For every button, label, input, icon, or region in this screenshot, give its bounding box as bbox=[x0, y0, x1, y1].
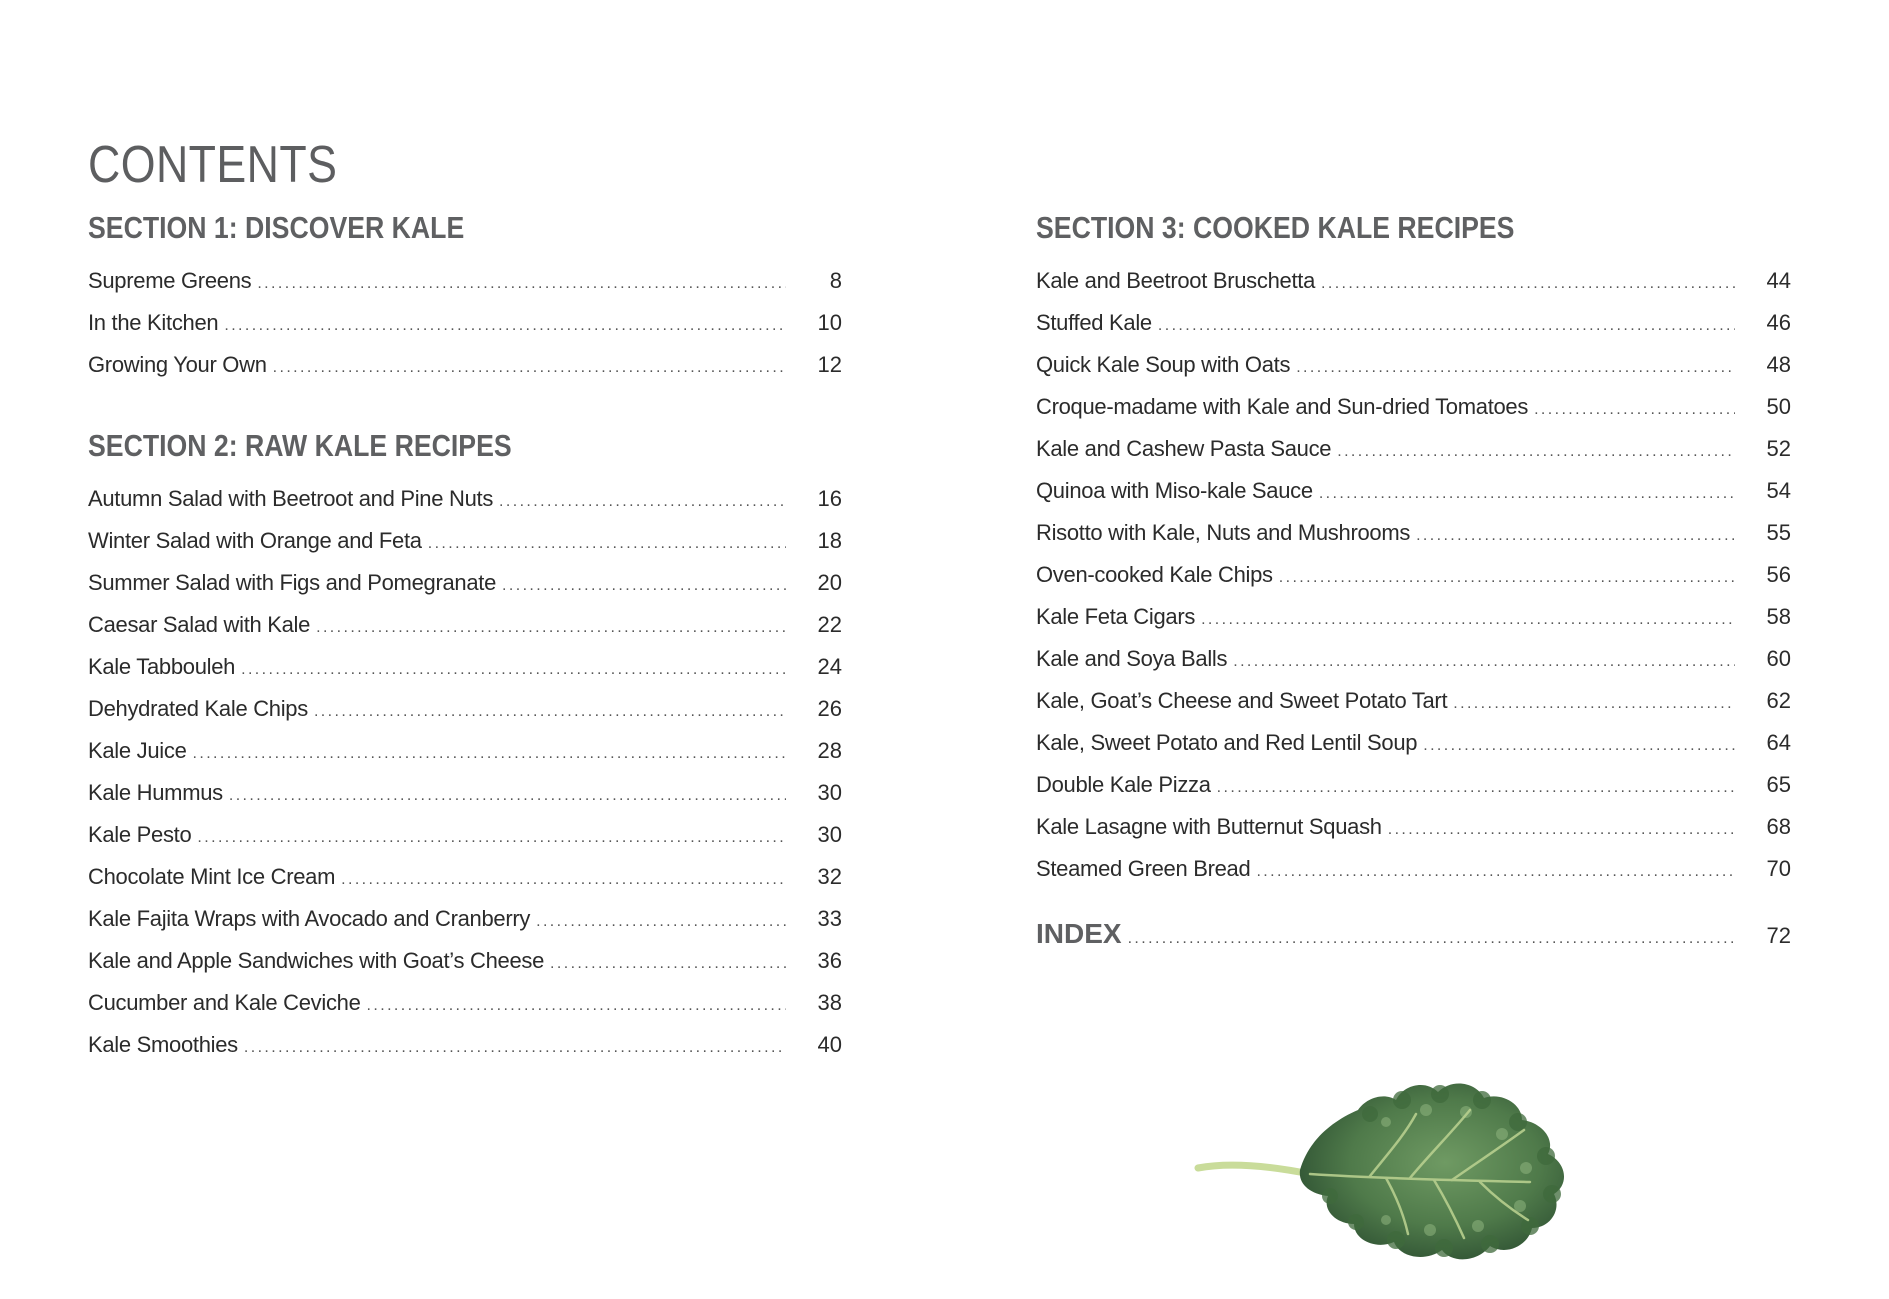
toc-entry-page-number: 55 bbox=[1766, 520, 1791, 545]
toc-entry-title: Autumn Salad with Beetroot and Pine Nuts bbox=[88, 486, 494, 511]
toc-entry-title: Kale Smoothies bbox=[88, 1032, 238, 1057]
toc-entry[interactable] bbox=[88, 856, 842, 898]
dot-leader bbox=[1423, 725, 1735, 767]
dot-leader bbox=[193, 733, 786, 775]
toc-entry-title: Kale, Sweet Potato and Red Lentil Soup bbox=[1036, 730, 1418, 755]
toc-entry[interactable] bbox=[1036, 638, 1791, 680]
toc-entry-page-number: 54 bbox=[1766, 478, 1791, 503]
toc-entry-page-number: 50 bbox=[1766, 394, 1791, 419]
toc-entry[interactable] bbox=[1036, 386, 1791, 428]
toc-entry-title: Kale and Cashew Pasta Sauce bbox=[1036, 436, 1332, 461]
dot-leader bbox=[1201, 599, 1735, 641]
index-entry[interactable] bbox=[1036, 912, 1791, 956]
left-column bbox=[88, 206, 842, 1066]
toc-entry[interactable] bbox=[88, 982, 842, 1024]
section-3-list bbox=[1036, 260, 1791, 890]
toc-entry[interactable] bbox=[88, 898, 842, 940]
toc-entry[interactable] bbox=[1036, 470, 1791, 512]
toc-entry-title: Kale and Apple Sandwiches with Goat’s Cheese bbox=[88, 948, 545, 973]
section-2-heading: SECTION 2: RAW KALE RECIPES bbox=[88, 428, 512, 463]
dot-leader bbox=[499, 481, 786, 523]
toc-entry-page-number: 36 bbox=[817, 948, 842, 973]
toc-entry[interactable] bbox=[88, 562, 842, 604]
toc-entry-page-number: 62 bbox=[1766, 688, 1791, 713]
toc-entry-page-number: 32 bbox=[817, 864, 842, 889]
toc-entry-title: Quick Kale Soup with Oats bbox=[1036, 352, 1291, 377]
toc-entry-title: Cucumber and Kale Ceviche bbox=[88, 990, 361, 1015]
toc-entry[interactable] bbox=[1036, 512, 1791, 554]
dot-leader bbox=[197, 817, 786, 859]
dot-leader bbox=[1158, 305, 1735, 347]
dot-leader bbox=[1128, 917, 1735, 961]
toc-entry[interactable] bbox=[88, 260, 842, 302]
dot-leader bbox=[550, 943, 786, 985]
dot-leader bbox=[367, 985, 786, 1027]
toc-entry-page-number: 70 bbox=[1766, 856, 1791, 881]
toc-entry-page-number: 52 bbox=[1766, 436, 1791, 461]
toc-entry-title: Chocolate Mint Ice Cream bbox=[88, 864, 336, 889]
dot-leader bbox=[1256, 851, 1735, 893]
toc-entry-page-number: 10 bbox=[817, 310, 842, 335]
dot-leader bbox=[224, 305, 786, 347]
toc-entry[interactable] bbox=[1036, 344, 1791, 386]
section-1-list bbox=[88, 260, 842, 386]
toc-entry-page-number: 22 bbox=[817, 612, 842, 637]
toc-entry-page-number: 28 bbox=[817, 738, 842, 763]
kale-leaf-icon bbox=[1190, 1070, 1630, 1270]
toc-entry-page-number: 44 bbox=[1766, 268, 1791, 293]
toc-entry-title: Dehydrated Kale Chips bbox=[88, 696, 308, 721]
toc-entry-title: Supreme Greens bbox=[88, 268, 252, 293]
dot-leader bbox=[428, 523, 786, 565]
toc-entry[interactable] bbox=[88, 688, 842, 730]
toc-entry-title: Kale Tabbouleh bbox=[88, 654, 236, 679]
toc-entry[interactable] bbox=[88, 478, 842, 520]
toc-entry[interactable] bbox=[1036, 428, 1791, 470]
dot-leader bbox=[1217, 767, 1735, 809]
dot-leader bbox=[257, 263, 786, 305]
toc-entry-title: Double Kale Pizza bbox=[1036, 772, 1211, 797]
toc-entry-title: Kale Hummus bbox=[88, 780, 223, 805]
toc-entry-page-number: 38 bbox=[817, 990, 842, 1015]
toc-entry-title: Kale, Goat’s Cheese and Sweet Potato Tart bbox=[1036, 688, 1448, 713]
dot-leader bbox=[1321, 263, 1735, 305]
toc-entry-title: Stuffed Kale bbox=[1036, 310, 1152, 335]
toc-entry[interactable] bbox=[88, 1024, 842, 1066]
toc-entry[interactable] bbox=[1036, 680, 1791, 722]
page-title: CONTENTS bbox=[88, 135, 338, 194]
toc-entry-page-number: 24 bbox=[817, 654, 842, 679]
toc-entry-title: Kale Lasagne with Butternut Squash bbox=[1036, 814, 1382, 839]
section-2-list bbox=[88, 478, 842, 1066]
toc-entry[interactable] bbox=[88, 604, 842, 646]
dot-leader bbox=[1416, 515, 1735, 557]
toc-entry-page-number: 56 bbox=[1766, 562, 1791, 587]
toc-entry[interactable] bbox=[1036, 764, 1791, 806]
toc-entry-page-number: 16 bbox=[817, 486, 842, 511]
toc-entry-title: Kale Feta Cigars bbox=[1036, 604, 1196, 629]
toc-entry[interactable] bbox=[88, 302, 842, 344]
toc-entry-page-number: 46 bbox=[1766, 310, 1791, 335]
toc-entry-title: Kale Juice bbox=[88, 738, 187, 763]
dot-leader bbox=[1534, 389, 1735, 431]
dot-leader bbox=[1233, 641, 1735, 683]
toc-entry-page-number: 60 bbox=[1766, 646, 1791, 671]
dot-leader bbox=[1388, 809, 1735, 851]
toc-entry-page-number: 48 bbox=[1766, 352, 1791, 377]
index-label: INDEX bbox=[1036, 918, 1122, 949]
dot-leader bbox=[1453, 683, 1735, 725]
toc-entry[interactable] bbox=[88, 344, 842, 386]
toc-entry-page-number: 68 bbox=[1766, 814, 1791, 839]
dot-leader bbox=[341, 859, 786, 901]
dot-leader bbox=[273, 347, 786, 389]
toc-entry-title: Quinoa with Miso-kale Sauce bbox=[1036, 478, 1313, 503]
toc-entry-title: Kale and Soya Balls bbox=[1036, 646, 1228, 671]
dot-leader bbox=[316, 607, 786, 649]
toc-entry-page-number: 33 bbox=[817, 906, 842, 931]
toc-entry[interactable] bbox=[1036, 848, 1791, 890]
dot-leader bbox=[241, 649, 786, 691]
toc-entry[interactable] bbox=[88, 814, 842, 856]
toc-entry[interactable] bbox=[1036, 722, 1791, 764]
toc-entry-page-number: 64 bbox=[1766, 730, 1791, 755]
dot-leader bbox=[502, 565, 786, 607]
toc-entry-title: Croque-madame with Kale and Sun-dried Tomatoes bbox=[1036, 394, 1529, 419]
toc-entry-page-number: 30 bbox=[817, 780, 842, 805]
toc-entry[interactable] bbox=[1036, 554, 1791, 596]
dot-leader bbox=[1319, 473, 1735, 515]
toc-entry-title: Kale and Beetroot Bruschetta bbox=[1036, 268, 1316, 293]
toc-entry-title: In the Kitchen bbox=[88, 310, 219, 335]
toc-entry-title: Winter Salad with Orange and Feta bbox=[88, 528, 422, 553]
toc-entry-title: Kale Fajita Wraps with Avocado and Cranberry bbox=[88, 906, 531, 931]
toc-entry-title: Oven-cooked Kale Chips bbox=[1036, 562, 1273, 587]
toc-entry-page-number: 12 bbox=[817, 352, 842, 377]
toc-entry-page-number: 8 bbox=[829, 268, 842, 293]
toc-entry[interactable] bbox=[1036, 596, 1791, 638]
toc-entry[interactable] bbox=[1036, 302, 1791, 344]
right-column bbox=[1036, 206, 1791, 956]
toc-entry-page-number: 18 bbox=[817, 528, 842, 553]
toc-entry-page-number: 30 bbox=[817, 822, 842, 847]
section-3-heading: SECTION 3: COOKED KALE RECIPES bbox=[1036, 210, 1515, 245]
toc-entry-page-number: 20 bbox=[817, 570, 842, 595]
dot-leader bbox=[314, 691, 786, 733]
toc-entry[interactable] bbox=[1036, 806, 1791, 848]
dot-leader bbox=[1337, 431, 1735, 473]
section-1-heading: SECTION 1: DISCOVER KALE bbox=[88, 210, 465, 245]
toc-entry[interactable] bbox=[88, 646, 842, 688]
toc-entry-page-number: 40 bbox=[817, 1032, 842, 1057]
toc-entry-page-number: 26 bbox=[817, 696, 842, 721]
dot-leader bbox=[1279, 557, 1735, 599]
toc-entry-title: Kale Pesto bbox=[88, 822, 192, 847]
dot-leader bbox=[244, 1027, 786, 1069]
toc-entry-title: Risotto with Kale, Nuts and Mushrooms bbox=[1036, 520, 1411, 545]
dot-leader bbox=[1296, 347, 1735, 389]
dot-leader bbox=[536, 901, 786, 943]
index-page-number: 72 bbox=[1766, 923, 1791, 948]
toc-entry-title: Caesar Salad with Kale bbox=[88, 612, 311, 637]
toc-entry-title: Summer Salad with Figs and Pomegranate bbox=[88, 570, 497, 595]
toc-entry-title: Steamed Green Bread bbox=[1036, 856, 1251, 881]
toc-entry[interactable] bbox=[88, 772, 842, 814]
toc-entry-page-number: 65 bbox=[1766, 772, 1791, 797]
toc-entry-title: Growing Your Own bbox=[88, 352, 267, 377]
toc-entry-page-number: 58 bbox=[1766, 604, 1791, 629]
toc-entry[interactable] bbox=[88, 730, 842, 772]
toc-entry[interactable] bbox=[1036, 260, 1791, 302]
toc-entry[interactable] bbox=[88, 940, 842, 982]
toc-entry[interactable] bbox=[88, 520, 842, 562]
dot-leader bbox=[229, 775, 786, 817]
